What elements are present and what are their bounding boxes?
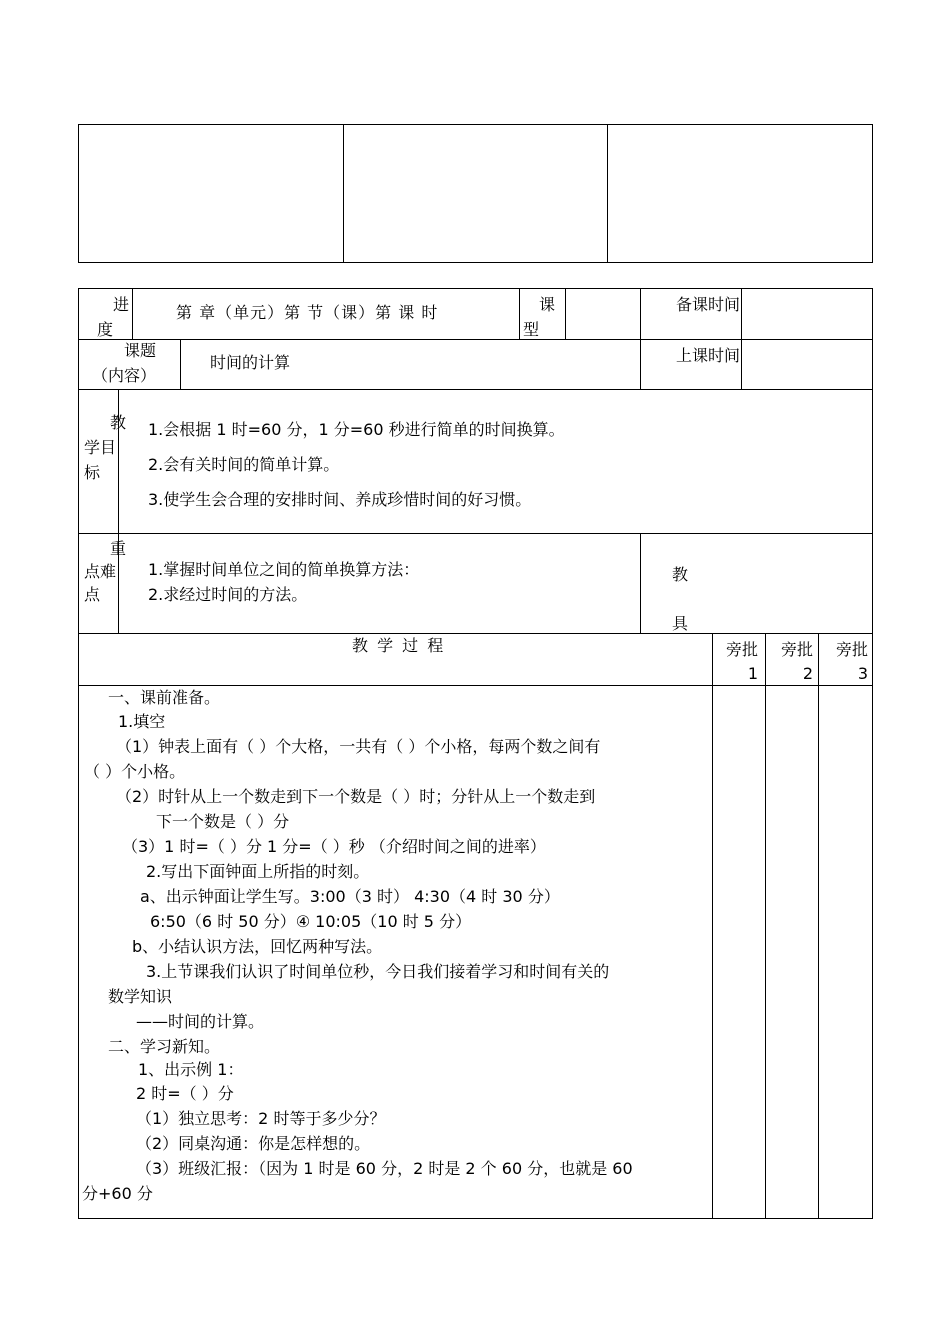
objective-item: 2.会有关时间的简单计算。 <box>148 455 340 474</box>
progress-label-text: 进度 <box>97 295 130 339</box>
process-line: 6:50（6 时 50 分）④ 10:05（10 时 5 分） <box>150 912 472 931</box>
process-line: （2）时针从上一个数走到下一个数是（ ）时；分针从上一个数走到 <box>116 787 596 806</box>
process-line: 数学知识 <box>108 987 173 1006</box>
key-point-item: 2.求经过时间的方法。 <box>148 585 308 604</box>
class-time-label <box>676 343 740 389</box>
process-line: ——时间的计算。 <box>136 1012 265 1031</box>
process-line: （ ）个小格。 <box>84 762 186 781</box>
topic-value: 时间的计算 <box>210 353 291 372</box>
process-line: 二、学习新知。 <box>108 1037 221 1056</box>
side-note-header-2-text: 旁批 2 <box>780 640 813 683</box>
objectives-label-text: 教学目标 <box>84 413 127 482</box>
teaching-tools-label <box>672 550 692 633</box>
objectives-label <box>84 410 127 520</box>
process-title: 教 学 过 程 <box>352 636 446 655</box>
lesson-type-label <box>521 292 563 338</box>
side-note-header-2 <box>767 638 817 683</box>
prep-time-label <box>676 292 740 338</box>
key-point-item: 1.掌握时间单位之间的简单换算方法： <box>148 560 420 579</box>
process-line: 3.上节课我们认识了时间单位秒，今日我们接着学习和时间有关的 <box>146 962 610 981</box>
process-line: a、出示钟面让学生写。3:00（3 时） 4:30（4 时 30 分） <box>140 887 560 906</box>
side-note-header-1-text: 旁批 1 <box>725 640 758 683</box>
side-note-header-3-text: 旁批 3 <box>835 640 868 683</box>
process-line: （1）独立思考：2 时等于多少分？ <box>136 1109 386 1128</box>
lesson-type-label-text: 课型 <box>523 295 556 339</box>
process-line: （3）班级汇报：（因为 1 时是 60 分，2 时是 2 个 60 分，也就是 60 <box>136 1159 633 1178</box>
topic-label-line2: （内容） <box>92 366 157 385</box>
process-line: 1.填空 <box>118 712 166 731</box>
objective-item: 1.会根据 1 时=60 分，1 分=60 秒进行简单的时间换算。 <box>148 420 565 439</box>
process-line: 2.写出下面钟面上所指的时刻。 <box>146 862 370 881</box>
class-time-label-text: 上课时间 <box>676 346 741 365</box>
progress-label <box>80 292 130 338</box>
side-note-header-1 <box>714 638 764 683</box>
teaching-tools-label-text: 教具 <box>672 565 689 633</box>
process-line: 分+60 分 <box>82 1184 153 1203</box>
key-points-label <box>84 537 127 632</box>
objective-item: 3.使学生会合理的安排时间、养成珍惜时间的好习惯。 <box>148 490 532 509</box>
side-note-header-3 <box>820 638 870 683</box>
process-line: 1、出示例 1： <box>138 1060 244 1079</box>
process-line: 2 时=（ ）分 <box>136 1084 234 1103</box>
prep-time-label-text: 备课时间 <box>676 295 741 314</box>
process-line: （3）1 时=（ ）分 1 分=（ ）秒 （介绍时间之间的进率） <box>122 837 546 856</box>
process-line: （2）同桌沟通：你是怎样想的。 <box>136 1134 371 1153</box>
process-line: 一、课前准备。 <box>108 688 221 707</box>
process-line: b、小结认识方法，回忆两种写法。 <box>132 937 383 956</box>
process-line: （1）钟表上面有（ ）个大格，一共有（ ）个小格，每两个数之间有 <box>116 737 601 756</box>
key-points-label-text: 重点难点 <box>84 539 127 604</box>
topic-label-line1: 课题 <box>124 341 157 360</box>
process-line: 下一个数是（ ）分 <box>156 812 290 831</box>
chapter-lesson-text: 第 章（单元）第 节（课）第 课 时 <box>176 303 439 322</box>
